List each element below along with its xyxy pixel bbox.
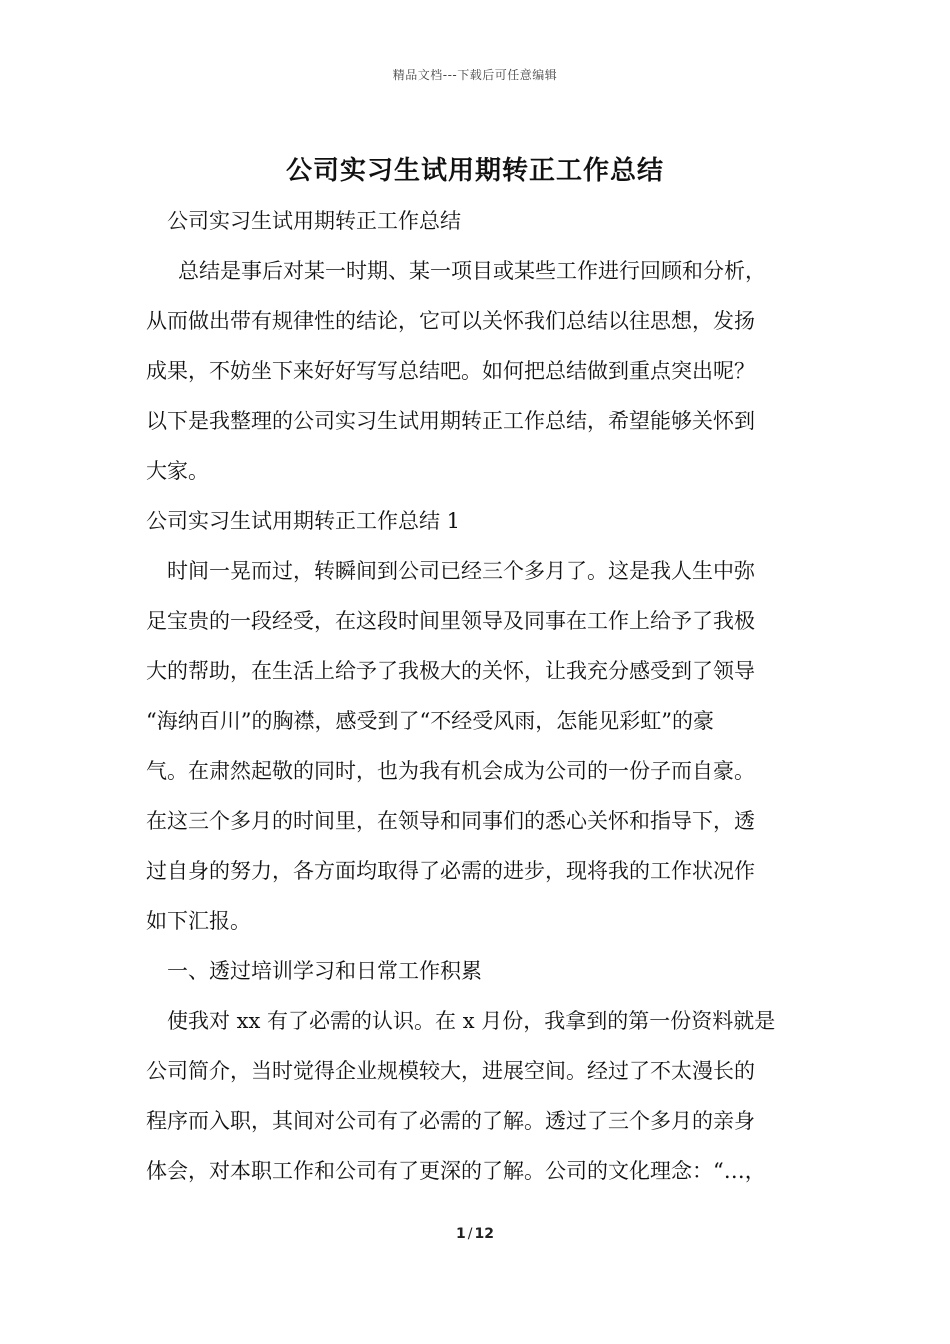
text-line: 气。在肃然起敬的同时，也为我有机会成为公司的一份子而自豪。 (146, 759, 755, 783)
total-pages-number: 12 (474, 1226, 494, 1242)
page-indicator (0, 1226, 950, 1242)
text-line: 总结是事后对某一时期、某一项目或某些工作进行回顾和分析， (178, 259, 766, 283)
subtitle-line: 公司实习生试用期转正工作总结 (167, 209, 461, 233)
text-line: 大家。 (146, 459, 209, 483)
text-line: 过自身的努力，各方面均取得了必需的进步，现将我的工作状况作 (146, 859, 755, 883)
text-line: 成果，不妨坐下来好好写写总结吧。如何把总结做到重点突出呢？ (146, 359, 755, 383)
text-line: 时间一晃而过，转瞬间到公司已经三个多月了。这是我人生中弥 (167, 559, 755, 583)
text-line: 以下是我整理的公司实习生试用期转正工作总结，希望能够关怀到 (146, 409, 755, 433)
text-line: 在这三个多月的时间里，在领导和同事们的悉心关怀和指导下，透 (146, 809, 755, 833)
text-line: 公司简介，当时觉得企业规模较大，进展空间。经过了不太漫长的 (146, 1059, 755, 1083)
text-line: 大的帮助，在生活上给予了我极大的关怀，让我充分感受到了领导 (146, 659, 755, 683)
text-line: 程序而入职，其间对公司有了必需的了解。透过了三个多月的亲身 (146, 1109, 755, 1133)
text-line: 体会，对本职工作和公司有了更深的了解。公司的文化理念：“…， (146, 1159, 766, 1183)
current-page-number: 1 (456, 1226, 466, 1242)
text-line: 从而做出带有规律性的结论，它可以关怀我们总结以往思想，发扬 (146, 309, 755, 333)
document-body (146, 196, 810, 1196)
text-line: 使我对 xx 有了必需的认识。在 x 月份，我拿到的第一份资料就是 (167, 1009, 776, 1033)
text-line: 如下汇报。 (146, 909, 251, 933)
text-line: 足宝贵的一段经受，在这段时间里领导及同事在工作上给予了我极 (146, 609, 755, 633)
header-note: 精品文档---下载后可任意编辑 (392, 68, 558, 82)
page-separator: / (467, 1226, 473, 1242)
section-heading: 公司实习生试用期转正工作总结 1 (146, 509, 461, 533)
document-title: 公司实习生试用期转正工作总结 (285, 156, 664, 186)
text-line: “海纳百川”的胸襟，感受到了“不经受风雨，怎能见彩虹”的豪 (146, 709, 714, 733)
subsection-heading: 一、透过培训学习和日常工作积累 (167, 959, 482, 983)
